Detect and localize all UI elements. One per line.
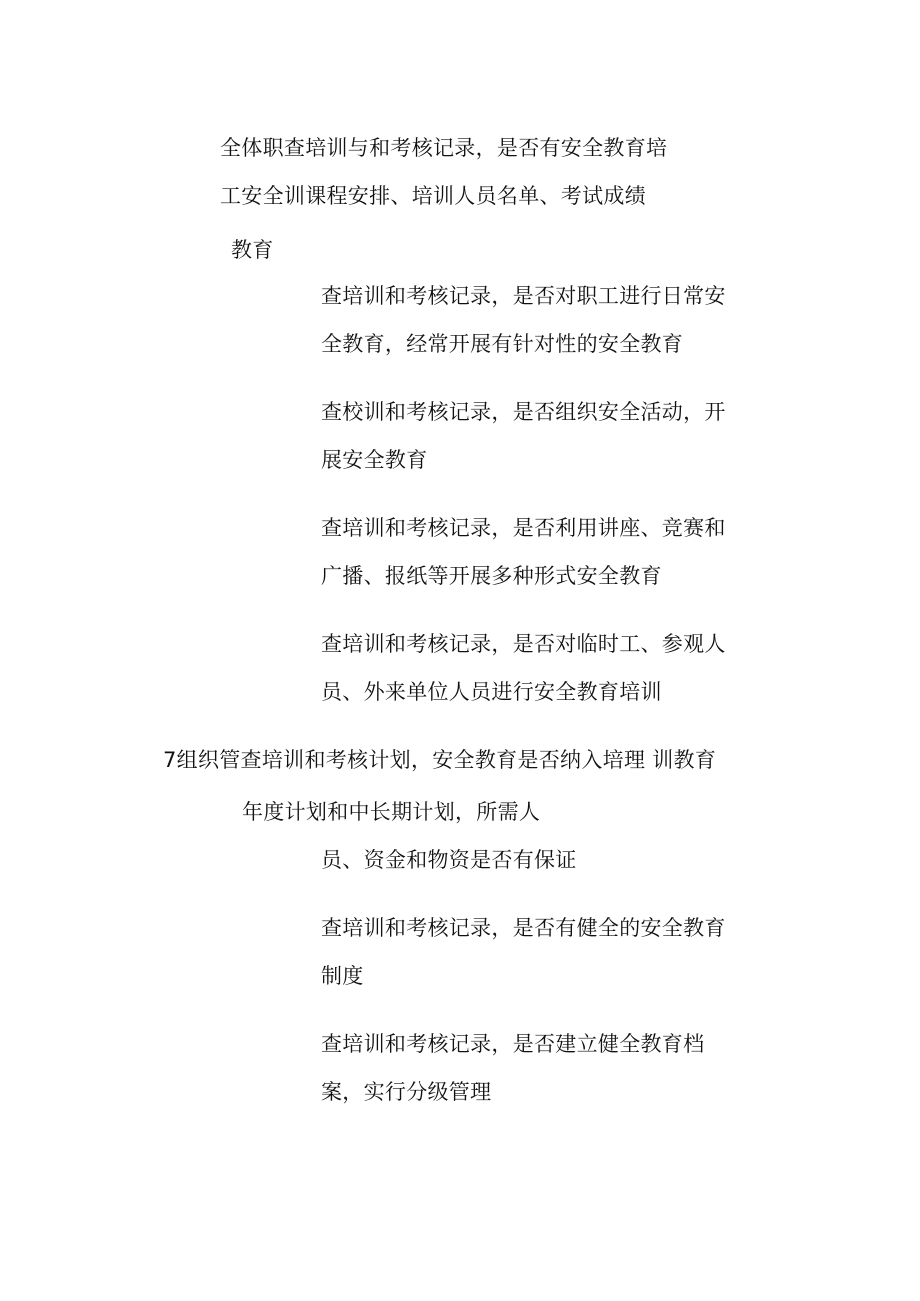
text-line-2: 工安全训课程安排、培训人员名单、考试成绩: [220, 184, 646, 208]
text-line-15: 查培训和考核记录，是否有健全的安全教育: [321, 916, 726, 940]
text-line-9: 广播、报纸等开展多种形式安全教育: [321, 564, 662, 588]
text-line-17: 查培训和考核记录，是否建立健全教育档: [321, 1032, 705, 1056]
text-line-4: 查培训和考核记录，是否对职工进行日常安: [321, 284, 726, 308]
text-line-14: 员、资金和物资是否有保证: [321, 848, 577, 872]
text-line-8: 查培训和考核记录，是否利用讲座、竞赛和: [321, 516, 726, 540]
text-line-1: 全体职查培训与和考核记录，是否有安全教育培: [220, 136, 668, 160]
text-line-5: 全教育，经常开展有针对性的安全教育: [321, 332, 684, 356]
text-line-6: 查校训和考核记录，是否组织安全活动，开: [321, 400, 726, 424]
text-line-10: 查培训和考核记录，是否对临时工、参观人: [321, 632, 726, 656]
text-line-11: 员、外来单位人员进行安全教育培训: [321, 680, 662, 704]
text-line-13: 年度计划和中长期计划，所需人: [242, 800, 541, 824]
text-line-16: 制度: [321, 964, 364, 988]
text-line-7: 展安全教育: [321, 448, 428, 472]
text-line-12: 7组织管查培训和考核计划，安全教育是否纳入培理 训教育: [163, 748, 717, 772]
text-line-3: 教育: [231, 238, 274, 262]
text-line-18: 案，实行分级管理: [321, 1080, 492, 1104]
